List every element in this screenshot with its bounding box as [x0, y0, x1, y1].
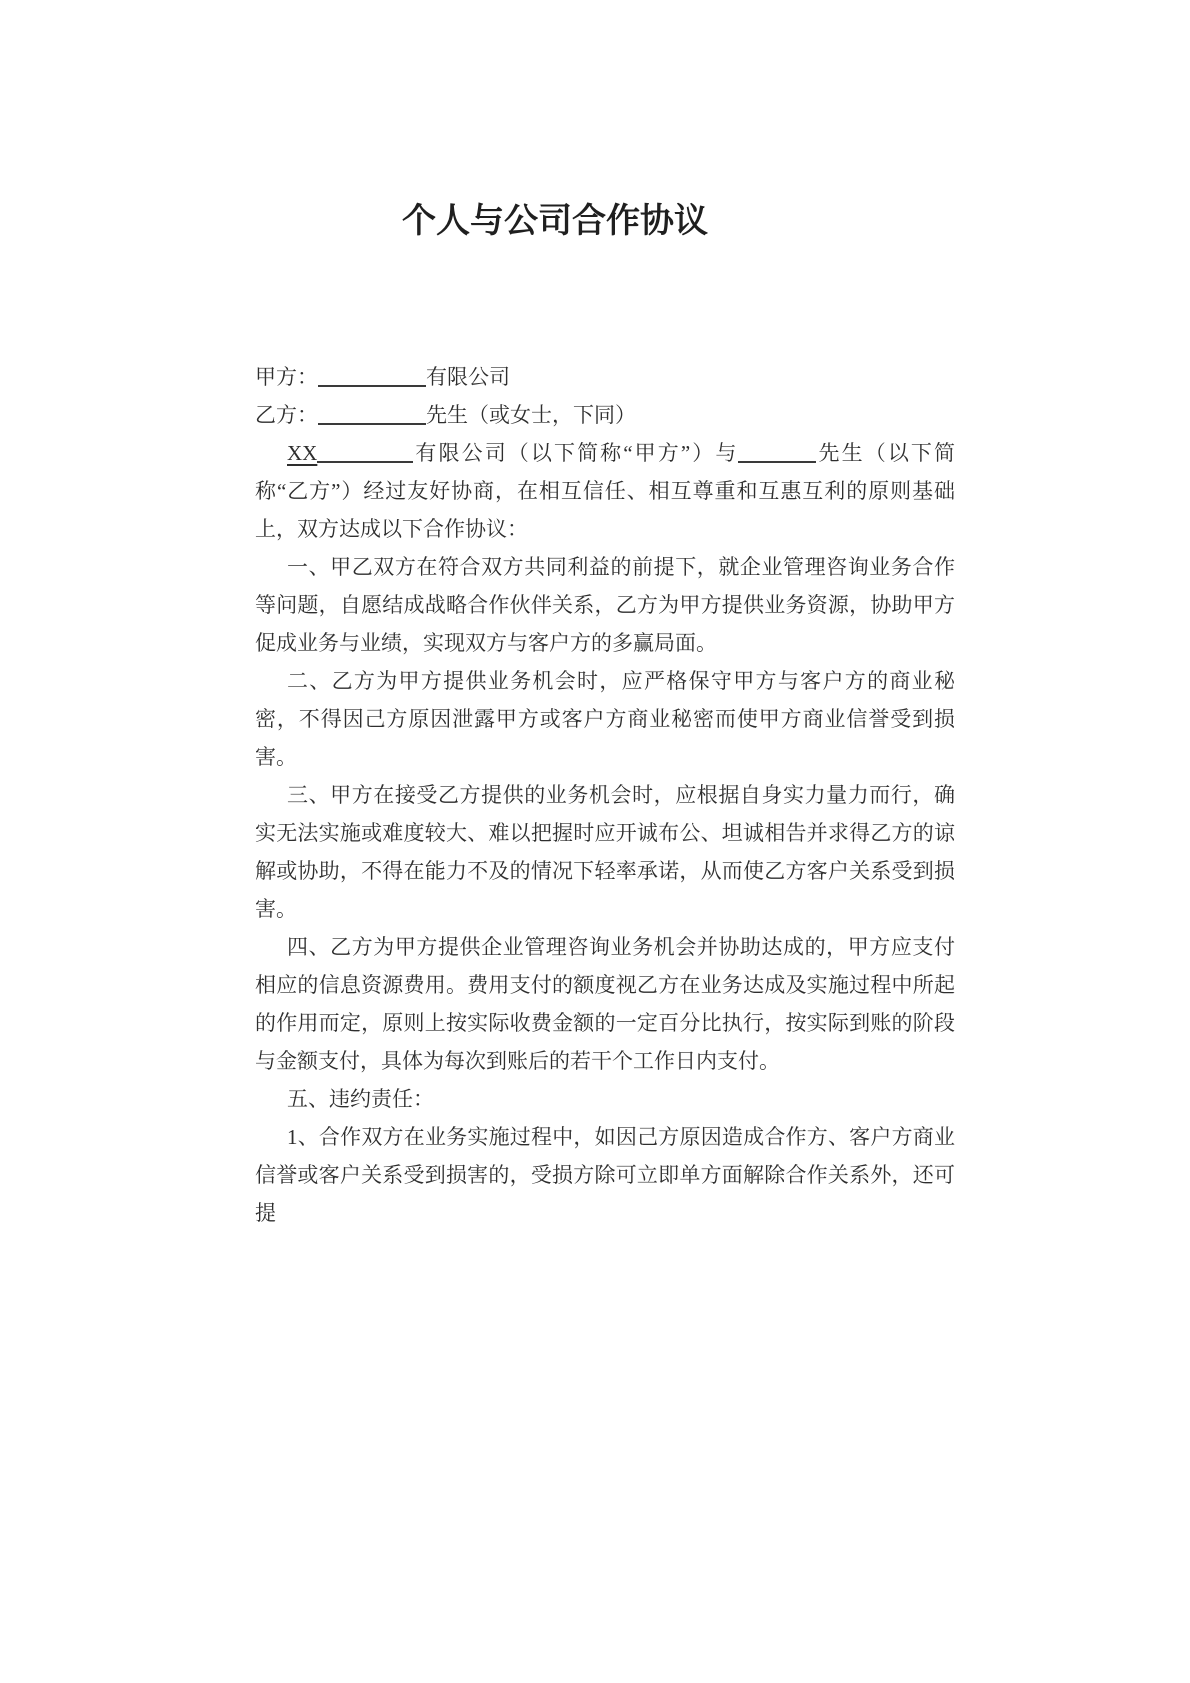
- party-a-line: [255, 246, 955, 396]
- party-b-suffix: 先生（或女士，下同）: [426, 403, 636, 427]
- clause-2: 二、乙方为甲方提供业务机会时，应严格保守甲方与客户方的商业秘密，不得因己方原因泄露甲方或客户方商业秘密而使甲方商业信誉受到损害。: [255, 669, 955, 769]
- document-title: 个人与公司合作协议: [402, 203, 708, 240]
- clause-5-item-1: 1、合作双方在业务实施过程中，如因己方原因造成合作方、客户方商业信誉或客户关系受到损害的，受损方除可立即单方面解除合作关系外，还可提: [255, 1125, 955, 1225]
- clause-5-heading: 五、违约责任：: [287, 1087, 434, 1111]
- intro-company-blank-line: [317, 440, 413, 463]
- intro-person-blank-line: [738, 440, 816, 463]
- party-b-line: [255, 396, 955, 434]
- document-body: [255, 0, 955, 1232]
- intro-rest-text: 先生（以下简称“乙方”）经过友好协商，在相互信任、相互尊重和互惠互利的原则基础上，双方达成以下合作协议：: [255, 441, 956, 541]
- party-a-label: 甲方：: [255, 365, 318, 389]
- intro-mid-text: 有限公司（以下简称“甲方”）与: [413, 441, 739, 465]
- clause-1: 一、甲乙双方在符合双方共同利益的前提下，就企业管理咨询业务合作等问题，自愿结成战略合作伙伴关系，乙方为甲方提供业务资源，协助甲方促成业务与业绩，实现双方与客户方的多赢局面。: [255, 555, 955, 655]
- party-a-blank-line: [318, 364, 426, 387]
- intro-paragraph: [255, 434, 955, 548]
- party-b-label: 乙方：: [255, 403, 318, 427]
- clause-4: 四、乙方为甲方提供企业管理咨询业务机会并协助达成的，甲方应支付相应的信息资源费用。费用支付的额度视乙方在业务达成及实施过程中所起的作用而定，原则上按实际收费金额的一定百分比执行，按实际到账的阶段与金额支付，具体为每次到账后的若干个工作日内支付。: [255, 935, 955, 1073]
- party-b-blank-line: [318, 402, 426, 425]
- party-a-suffix: 有限公司: [426, 365, 510, 389]
- clause-3: 三、甲方在接受乙方提供的业务机会时，应根据自身实力量力而行，确实无法实施或难度较大、难以把握时应开诚布公、坦诚相告并求得乙方的谅解或协助，不得在能力不及的情况下轻率承诺，从而使乙方客户关系受到损害。: [255, 783, 955, 921]
- intro-company-placeholder: XX: [287, 441, 318, 465]
